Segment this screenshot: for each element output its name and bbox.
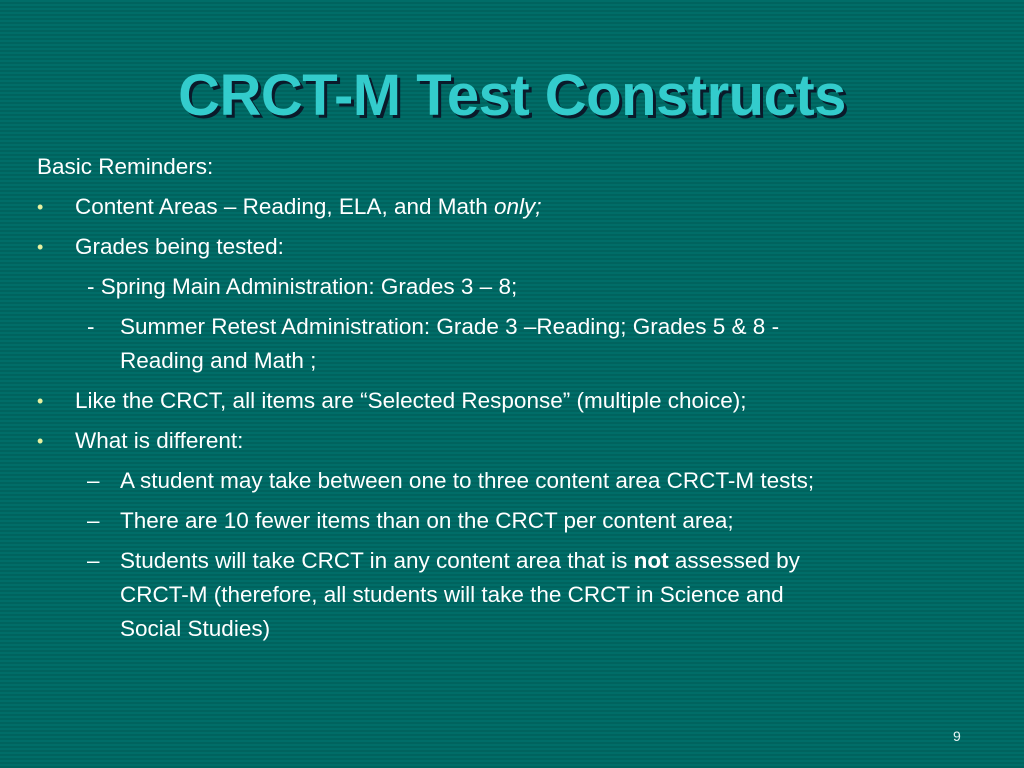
diff-3-after: assessed by — [668, 548, 800, 573]
dash-icon: – — [87, 468, 100, 493]
hyphen-icon: - — [87, 314, 95, 339]
sub-item-diff-2 — [37, 504, 987, 538]
diff-3-bold: not — [633, 548, 669, 573]
slide-title: CRCT-M Test Constructs — [178, 63, 846, 128]
content-areas-text: Content Areas – Reading, ELA, and Math — [75, 194, 495, 219]
summer-line-2: Reading and Math ; — [120, 348, 317, 373]
bullet-icon: • — [37, 391, 44, 411]
grades-text: Grades being tested: — [75, 234, 284, 259]
slide-body — [37, 150, 987, 646]
diff-3-before: Students will take CRCT in any content area that is — [120, 548, 634, 573]
content-areas-emphasis: only; — [494, 194, 542, 219]
sub-item-spring: - Spring Main Administration: Grades 3 – 8; — [87, 274, 518, 299]
bullet-what-is-different — [37, 424, 987, 458]
summer-line-1: Summer Retest Administration: Grade 3 –Reading; Grades 5 & 8 - — [120, 314, 780, 339]
bullet-icon: • — [37, 237, 44, 257]
sub-item-summer — [37, 310, 987, 344]
heading-basic-reminders: Basic Reminders: — [37, 154, 214, 179]
diff-3-line-2: CRCT-M (therefore, all students will take the CRCT in Science and — [120, 582, 784, 607]
diff-1-text: A student may take between one to three content area CRCT-M tests; — [120, 468, 815, 493]
sub-item-diff-3 — [37, 544, 987, 578]
dash-icon: – — [87, 508, 100, 533]
different-text: What is different: — [75, 428, 244, 453]
page-number: 9 — [953, 728, 961, 744]
diff-2-text: There are 10 fewer items than on the CRCT per content area; — [120, 508, 734, 533]
bullet-grades — [37, 230, 987, 264]
sub-item-diff-1 — [37, 464, 987, 498]
bullet-content-areas — [37, 190, 987, 224]
bullet-icon: • — [37, 197, 44, 217]
like-crct-text: Like the CRCT, all items are “Selected Response” (multiple choice); — [75, 388, 747, 413]
diff-3-line-3: Social Studies) — [120, 616, 271, 641]
bullet-icon: • — [37, 431, 44, 451]
dash-icon: – — [87, 548, 100, 573]
bullet-like-crct — [37, 384, 987, 418]
